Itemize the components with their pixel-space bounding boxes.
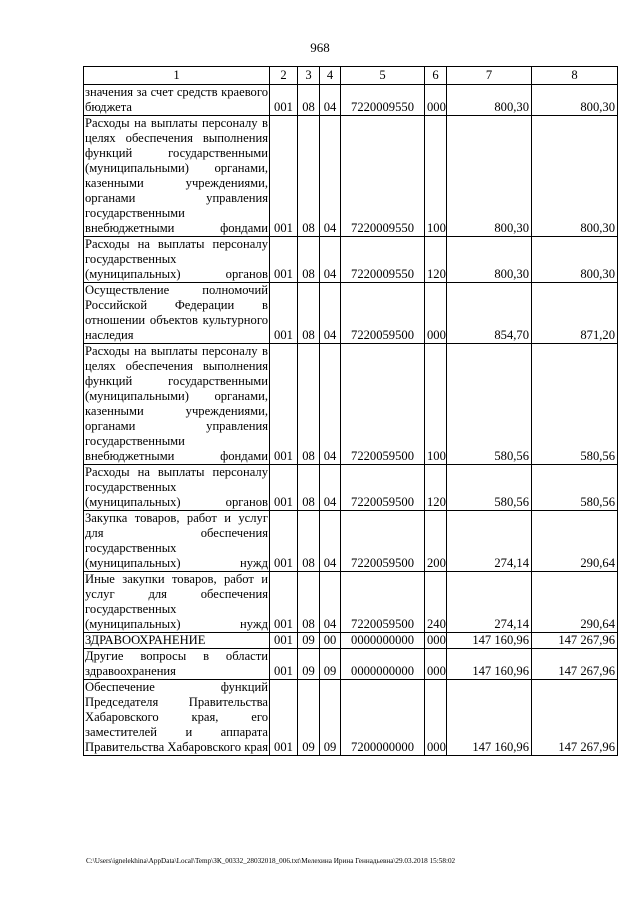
row-description: Обеспечение функций Председателя Правительства Хабаровского края, его заместителей и аппарата Правительства Хабаровского края <box>85 680 269 754</box>
ministry-code: 001 <box>270 633 298 649</box>
row-description: Расходы на выплаты персоналу государственных (муниципальных) органов <box>85 465 268 509</box>
expense-type-code: 120 <box>425 237 447 283</box>
ministry-code: 001 <box>270 649 298 680</box>
amount-year-2: 800,30 <box>532 237 618 283</box>
subsection-code: 04 <box>320 572 341 633</box>
ministry-code: 001 <box>270 572 298 633</box>
table-row <box>84 649 618 680</box>
target-article-code: 7220059500 <box>341 572 425 633</box>
row-description: Осуществление полномочий Российской Федерации в отношении объектов культурного наследия <box>85 283 268 342</box>
table-row <box>84 572 618 633</box>
expense-type-code: 200 <box>425 511 447 572</box>
subsection-code: 00 <box>320 633 341 649</box>
file-path-footer: C:\Users\ignelekhina\AppData\Local\Temp\ЗК_00332_28032018_006.txt\Мелехина Ирина Геннадьевна\29.03.2018 15:58:02 <box>86 857 456 865</box>
subsection-code: 09 <box>320 649 341 680</box>
amount-year-2: 800,30 <box>532 85 618 116</box>
subsection-code: 04 <box>320 344 341 465</box>
ministry-code: 001 <box>270 283 298 344</box>
target-article-code: 7220009550 <box>341 237 425 283</box>
column-header: 7 <box>447 67 532 85</box>
target-article-code: 7220009550 <box>341 116 425 237</box>
ministry-code: 001 <box>270 680 298 756</box>
row-description: Расходы на выплаты персоналу государственных (муниципальных) органов <box>85 237 268 281</box>
section-code: 08 <box>298 344 320 465</box>
column-header: 5 <box>341 67 425 85</box>
ministry-code: 001 <box>270 511 298 572</box>
header-row <box>84 67 618 85</box>
section-code: 08 <box>298 85 320 116</box>
expense-type-code: 000 <box>425 649 447 680</box>
amount-year-2: 147 267,96 <box>532 680 618 756</box>
amount-year-2: 580,56 <box>532 465 618 511</box>
subsection-code: 04 <box>320 283 341 344</box>
section-code: 08 <box>298 511 320 572</box>
table-row <box>84 680 618 756</box>
subsection-code: 04 <box>320 237 341 283</box>
expense-type-code: 000 <box>425 85 447 116</box>
table-row <box>84 85 618 116</box>
target-article-code: 7220009550 <box>341 85 425 116</box>
row-description: Другие вопросы в области здравоохранения <box>85 649 268 678</box>
amount-year-1: 580,56 <box>447 344 532 465</box>
subsection-code: 09 <box>320 680 341 756</box>
section-code: 08 <box>298 572 320 633</box>
expense-type-code: 000 <box>425 283 447 344</box>
amount-year-2: 290,64 <box>532 572 618 633</box>
amount-year-1: 147 160,96 <box>447 680 532 756</box>
amount-year-1: 580,56 <box>447 465 532 511</box>
subsection-code: 04 <box>320 116 341 237</box>
amount-year-1: 274,14 <box>447 511 532 572</box>
table-row <box>84 344 618 465</box>
column-header: 8 <box>532 67 618 85</box>
expense-type-code: 240 <box>425 572 447 633</box>
amount-year-1: 147 160,96 <box>447 649 532 680</box>
section-code: 08 <box>298 465 320 511</box>
target-article-code: 0000000000 <box>341 633 425 649</box>
ministry-code: 001 <box>270 237 298 283</box>
expense-type-code: 000 <box>425 633 447 649</box>
page-number: 968 <box>310 40 330 55</box>
amount-year-1: 800,30 <box>447 237 532 283</box>
column-header: 6 <box>425 67 447 85</box>
amount-year-2: 800,30 <box>532 116 618 237</box>
section-code: 09 <box>298 680 320 756</box>
row-description: Закупка товаров, работ и услуг для обеспечения государственных (муниципальных) нужд <box>85 511 268 570</box>
subsection-code: 04 <box>320 465 341 511</box>
section-code: 09 <box>298 633 320 649</box>
column-header: 4 <box>320 67 341 85</box>
amount-year-1: 854,70 <box>447 283 532 344</box>
table-row <box>84 283 618 344</box>
ministry-code: 001 <box>270 116 298 237</box>
expense-type-code: 100 <box>425 344 447 465</box>
table-body <box>84 67 618 756</box>
amount-year-1: 800,30 <box>447 116 532 237</box>
amount-year-2: 147 267,96 <box>532 649 618 680</box>
expense-type-code: 000 <box>425 680 447 756</box>
row-description: значения за счет средств краевого бюджета <box>85 85 268 114</box>
expense-type-code: 100 <box>425 116 447 237</box>
ministry-code: 001 <box>270 344 298 465</box>
row-description: Расходы на выплаты персоналу в целях обеспечения выполнения функций государственными (муниципальными) органами, казенными учреждениями, органами управления государственными внебюджетными фондами <box>85 116 268 235</box>
section-code: 08 <box>298 237 320 283</box>
table-row <box>84 116 618 237</box>
amount-year-1: 147 160,96 <box>447 633 532 649</box>
row-description: Расходы на выплаты персоналу в целях обеспечения выполнения функций государственными (муниципальными) органами, казенными учреждениями, органами управления государственными внебюджетными фондами <box>85 344 268 463</box>
target-article-code: 7220059500 <box>341 283 425 344</box>
section-code: 09 <box>298 649 320 680</box>
budget-table <box>83 66 618 756</box>
row-description: ЗДРАВООХРАНЕНИЕ <box>84 633 270 649</box>
subsection-code: 04 <box>320 85 341 116</box>
target-article-code: 7220059500 <box>341 344 425 465</box>
table-row <box>84 633 618 649</box>
table-row <box>84 237 618 283</box>
amount-year-1: 274,14 <box>447 572 532 633</box>
target-article-code: 7200000000 <box>341 680 425 756</box>
section-code: 08 <box>298 283 320 344</box>
target-article-code: 0000000000 <box>341 649 425 680</box>
amount-year-2: 147 267,96 <box>532 633 618 649</box>
table-row <box>84 465 618 511</box>
target-article-code: 7220059500 <box>341 465 425 511</box>
column-header: 1 <box>84 67 270 85</box>
amount-year-2: 871,20 <box>532 283 618 344</box>
section-code: 08 <box>298 116 320 237</box>
column-header: 3 <box>298 67 320 85</box>
subsection-code: 04 <box>320 511 341 572</box>
amount-year-2: 290,64 <box>532 511 618 572</box>
amount-year-1: 800,30 <box>447 85 532 116</box>
amount-year-2: 580,56 <box>532 344 618 465</box>
expense-type-code: 120 <box>425 465 447 511</box>
ministry-code: 001 <box>270 85 298 116</box>
target-article-code: 7220059500 <box>341 511 425 572</box>
table-row <box>84 511 618 572</box>
column-header: 2 <box>270 67 298 85</box>
row-description: Иные закупки товаров, работ и услуг для обеспечения государственных (муниципальных) нужд <box>85 572 268 631</box>
ministry-code: 001 <box>270 465 298 511</box>
